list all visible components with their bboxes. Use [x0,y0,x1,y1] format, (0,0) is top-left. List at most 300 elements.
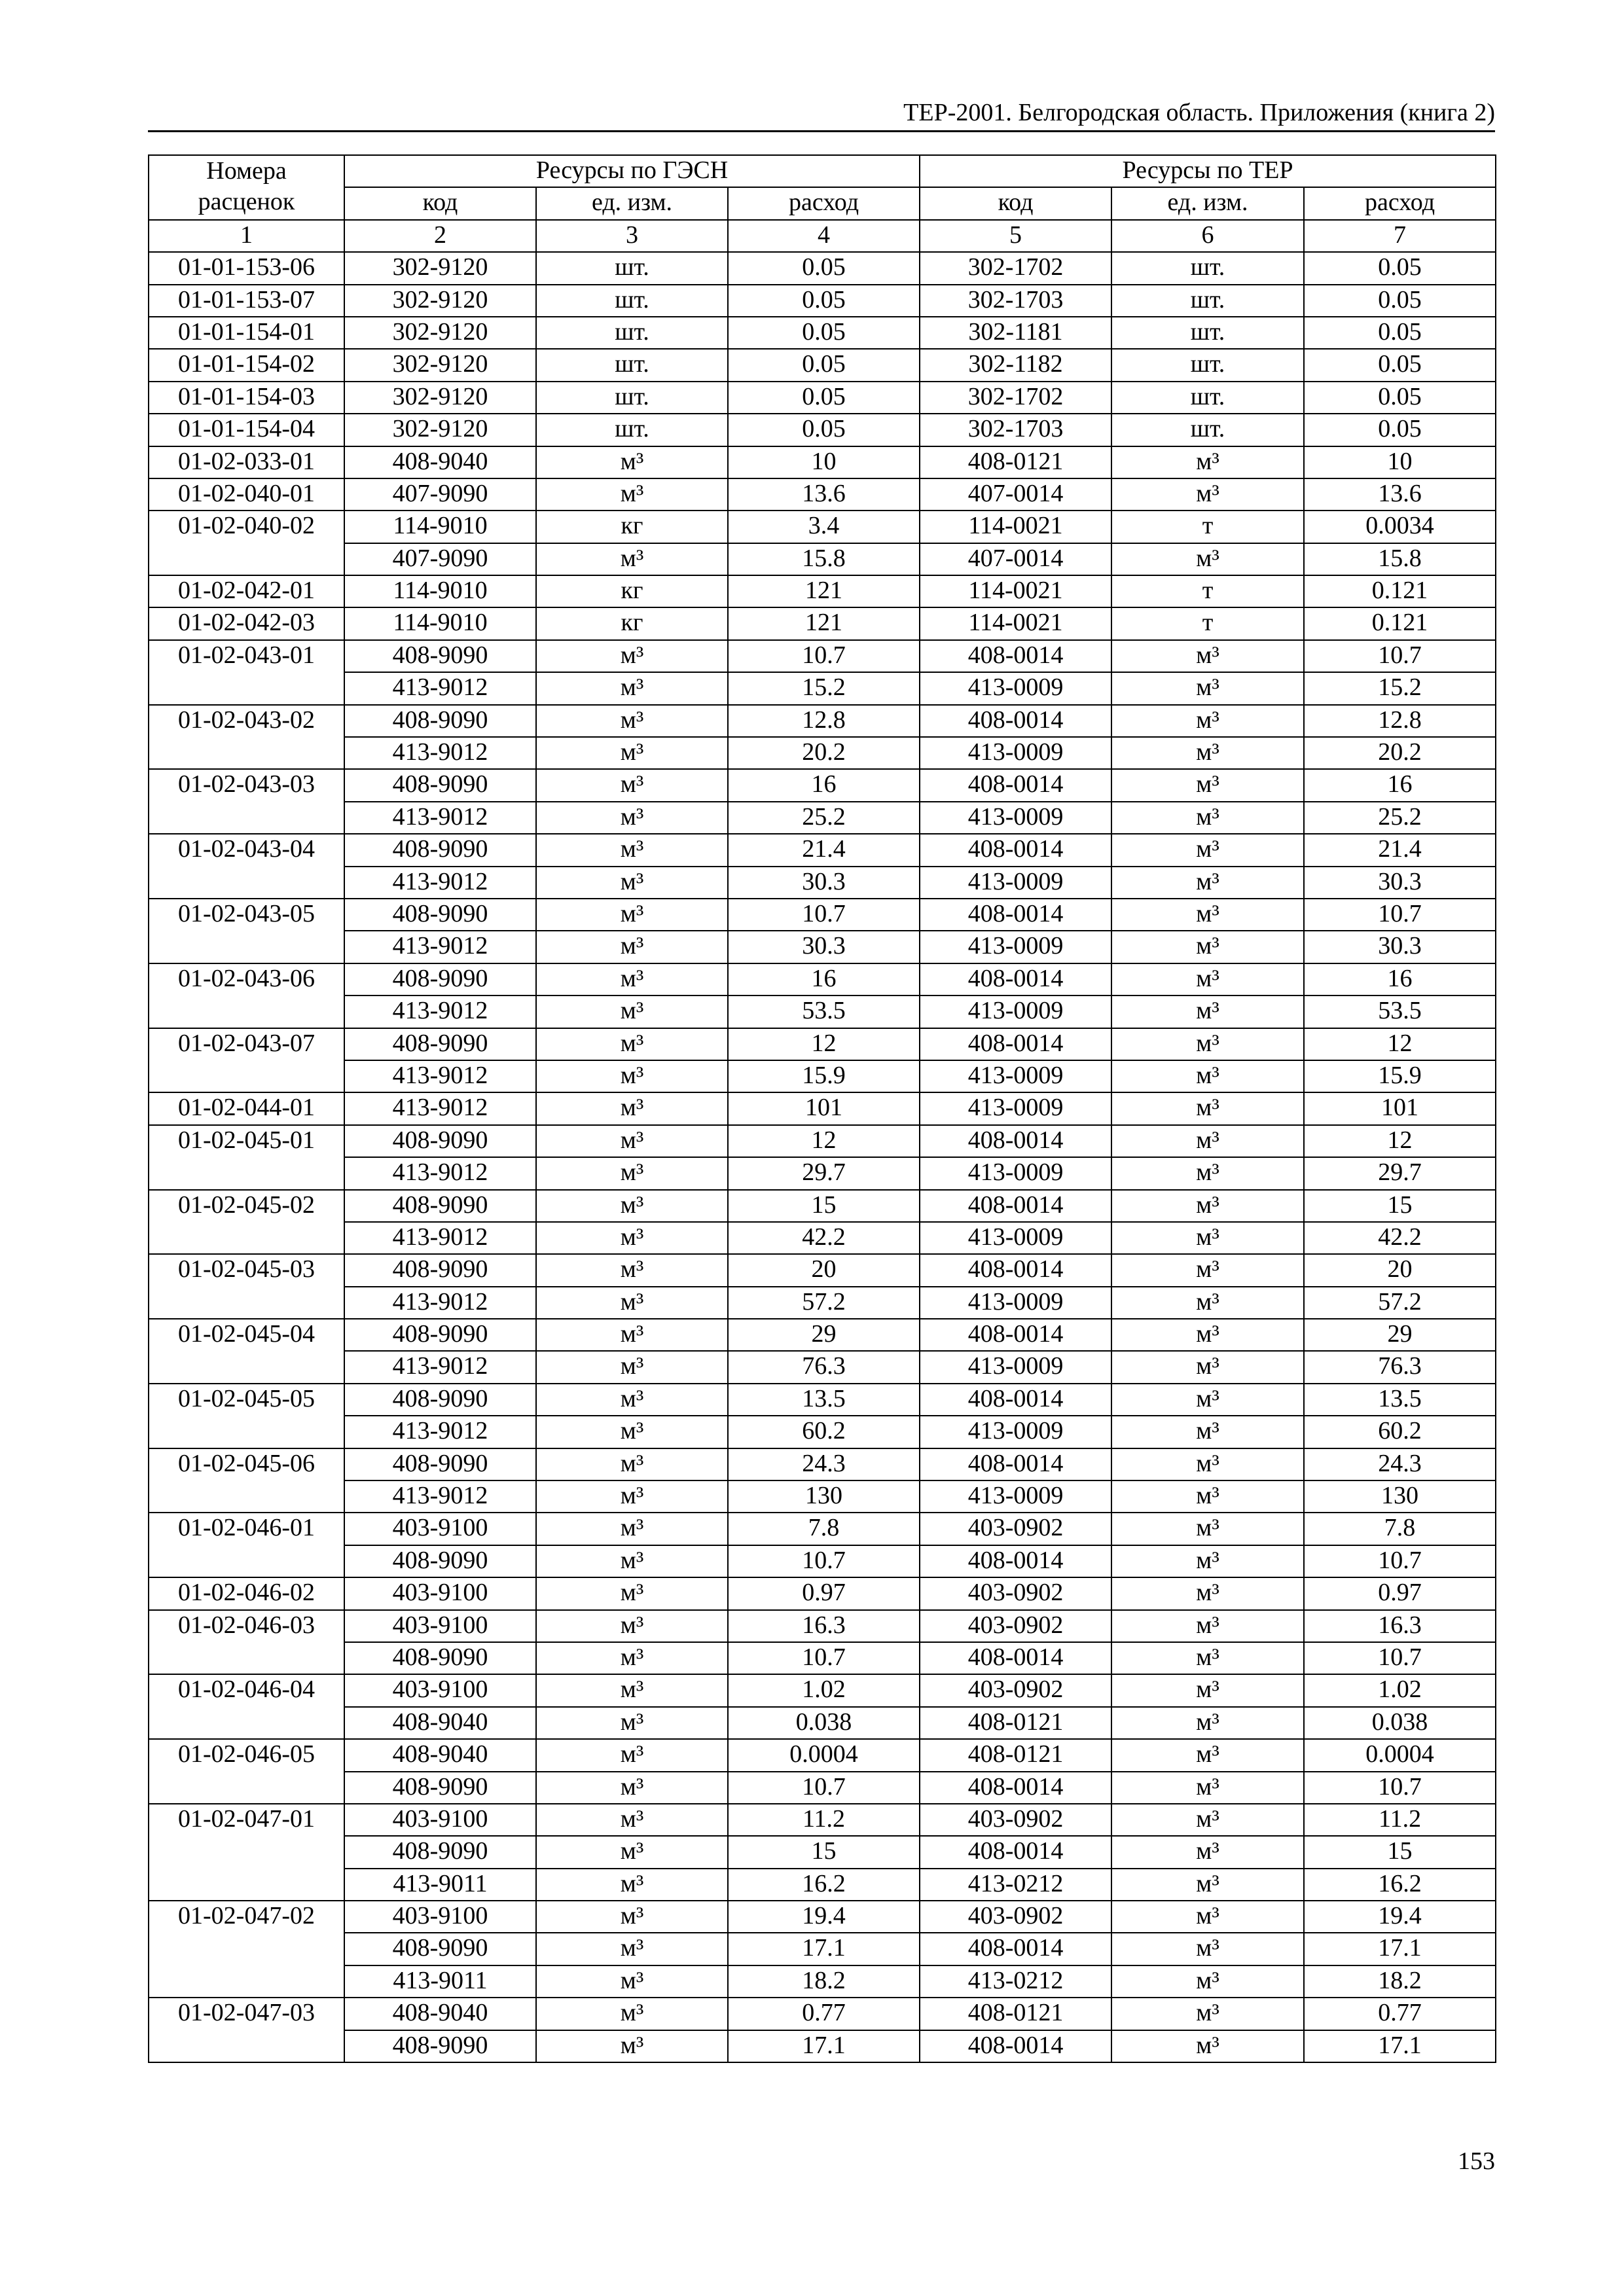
ter-unit-cell: м³ [1111,1254,1304,1286]
rate-number-cell: 01-02-047-03 [149,1998,344,2062]
ter-unit-cell: м³ [1111,1901,1304,1933]
table-row [149,575,1496,607]
table-row [149,1513,1496,1545]
ter-code-cell: 413-0009 [920,931,1111,963]
table-row [149,1642,1496,1674]
gesn-consumption-cell: 0.05 [728,349,920,381]
ter-consumption-cell: 15.8 [1304,543,1496,575]
ter-code-cell: 408-0014 [920,1933,1111,1965]
ter-consumption-cell: 12 [1304,1028,1496,1060]
ter-unit-cell: м³ [1111,1190,1304,1222]
gesn-code-cell: 302-9120 [344,285,536,317]
gesn-code-cell: 114-9010 [344,511,536,543]
gesn-consumption-cell: 29.7 [728,1157,920,1189]
gesn-consumption-cell: 30.3 [728,931,920,963]
gesn-unit-cell: м³ [536,1933,728,1965]
table-row [149,1901,1496,1933]
ter-unit-cell: шт. [1111,414,1304,446]
column-number: 6 [1111,220,1304,252]
ter-unit-cell: м³ [1111,1965,1304,1998]
gesn-consumption-cell: 3.4 [728,511,920,543]
gesn-code-cell: 302-9120 [344,382,536,414]
gesn-code-cell: 407-9090 [344,478,536,511]
table-row [149,769,1496,801]
gesn-consumption-cell: 21.4 [728,834,920,866]
gesn-code-cell: 408-9040 [344,446,536,478]
gesn-unit-cell: м³ [536,1739,728,1771]
gesn-code-cell: 302-9120 [344,349,536,381]
ter-code-cell: 413-0009 [920,996,1111,1028]
gesn-code-cell: 413-9012 [344,1351,536,1383]
gesn-unit-cell: м³ [536,1060,728,1092]
header-rule [148,130,1495,132]
gesn-consumption-cell: 15 [728,1836,920,1868]
ter-code-cell: 403-0902 [920,1804,1111,1836]
ter-consumption-cell: 0.038 [1304,1707,1496,1739]
rate-number-cell: 01-02-043-05 [149,899,344,963]
gesn-consumption-cell: 1.02 [728,1674,920,1706]
gesn-code-cell: 114-9010 [344,575,536,607]
ter-unit-cell: м³ [1111,769,1304,801]
ter-unit-cell: м³ [1111,1545,1304,1577]
table-row [149,1869,1496,1901]
ter-code-cell: 302-1182 [920,349,1111,381]
ter-unit-cell: м³ [1111,640,1304,672]
ter-unit-cell: м³ [1111,1836,1304,1868]
table-row [149,834,1496,866]
gesn-unit-cell: м³ [536,1287,728,1319]
gesn-code-cell: 408-9090 [344,1448,536,1480]
gesn-unit-cell: кг [536,575,728,607]
gesn-consumption-cell: 15.8 [728,543,920,575]
ter-code-cell: 413-0009 [920,1351,1111,1383]
rate-number-cell: 01-01-153-07 [149,285,344,317]
table-row [149,1965,1496,1998]
ter-code-cell: 413-0009 [920,1157,1111,1189]
ter-code-cell: 413-0009 [920,1416,1111,1448]
ter-code-cell: 408-0121 [920,1707,1111,1739]
gesn-code-cell: 302-9120 [344,414,536,446]
ter-consumption-cell: 15.9 [1304,1060,1496,1092]
gesn-consumption-cell: 10.7 [728,1772,920,1804]
gesn-code-cell: 403-9100 [344,1901,536,1933]
column-number: 5 [920,220,1111,252]
gesn-code-cell: 413-9012 [344,931,536,963]
table-row [149,1222,1496,1254]
ter-consumption-cell: 30.3 [1304,931,1496,963]
ter-code-cell: 408-0014 [920,834,1111,866]
gesn-unit-cell: м³ [536,1901,728,1933]
gesn-unit-cell: м³ [536,1804,728,1836]
ter-consumption-cell: 12.8 [1304,705,1496,737]
ter-code-cell: 413-0009 [920,1480,1111,1513]
ter-unit-cell: м³ [1111,899,1304,931]
table-row [149,511,1496,543]
gesn-code-cell: 408-9090 [344,899,536,931]
ter-code-cell: 408-0014 [920,963,1111,996]
ter-code-cell: 408-0014 [920,1545,1111,1577]
table-row [149,1157,1496,1189]
ter-consumption-cell: 20 [1304,1254,1496,1286]
ter-consumption-cell: 10.7 [1304,1545,1496,1577]
table-row [149,1804,1496,1836]
ter-consumption-cell: 12 [1304,1125,1496,1157]
ter-code-cell: 403-0902 [920,1901,1111,1933]
gesn-consumption-cell: 20 [728,1254,920,1286]
gesn-unit-cell: м³ [536,1707,728,1739]
gesn-code-cell: 408-9090 [344,769,536,801]
gesn-consumption-cell: 25.2 [728,802,920,834]
gesn-consumption-cell: 16 [728,963,920,996]
ter-consumption-cell: 1.02 [1304,1674,1496,1706]
rate-number-cell: 01-02-040-02 [149,511,344,575]
ter-consumption-cell: 21.4 [1304,834,1496,866]
gesn-consumption-cell: 30.3 [728,867,920,899]
header-gesn-code: код [344,187,536,219]
table-row [149,996,1496,1028]
table-row [149,382,1496,414]
table-row [149,1577,1496,1609]
gesn-consumption-cell: 0.0004 [728,1739,920,1771]
ter-code-cell: 413-0009 [920,867,1111,899]
gesn-consumption-cell: 17.1 [728,2030,920,2062]
rate-number-cell: 01-02-043-02 [149,705,344,770]
ter-code-cell: 114-0021 [920,607,1111,639]
header-ter-code: код [920,187,1111,219]
header-rate-numbers: Номера расценок [149,155,344,220]
ter-code-cell: 408-0121 [920,1998,1111,2030]
ter-consumption-cell: 30.3 [1304,867,1496,899]
ter-consumption-cell: 13.5 [1304,1384,1496,1416]
table-row [149,285,1496,317]
rate-number-cell: 01-02-045-02 [149,1190,344,1255]
ter-consumption-cell: 0.121 [1304,575,1496,607]
rate-number-cell: 01-01-154-01 [149,317,344,349]
ter-consumption-cell: 17.1 [1304,1933,1496,1965]
ter-unit-cell: т [1111,607,1304,639]
table-row [149,1254,1496,1286]
table-row [149,1674,1496,1706]
ter-code-cell: 413-0009 [920,1092,1111,1124]
table-row [149,1416,1496,1448]
resources-table-body [149,155,1496,2062]
rate-number-cell: 01-02-040-01 [149,478,344,511]
gesn-consumption-cell: 18.2 [728,1965,920,1998]
ter-consumption-cell: 0.97 [1304,1577,1496,1609]
gesn-code-cell: 413-9012 [344,1092,536,1124]
rate-number-cell: 01-02-045-05 [149,1384,344,1448]
ter-code-cell: 403-0902 [920,1674,1111,1706]
header-ter-resources: Ресурсы по ТЕР [920,155,1496,187]
gesn-unit-cell: м³ [536,1319,728,1351]
gesn-code-cell: 408-9090 [344,834,536,866]
gesn-unit-cell: м³ [536,1351,728,1383]
ter-code-cell: 408-0014 [920,1190,1111,1222]
gesn-consumption-cell: 0.038 [728,1707,920,1739]
gesn-code-cell: 408-9090 [344,705,536,737]
ter-code-cell: 302-1702 [920,252,1111,284]
ter-unit-cell: м³ [1111,1869,1304,1901]
ter-code-cell: 114-0021 [920,511,1111,543]
gesn-consumption-cell: 16.3 [728,1610,920,1642]
rate-number-cell: 01-02-043-04 [149,834,344,899]
gesn-code-cell: 403-9100 [344,1674,536,1706]
gesn-code-cell: 408-9090 [344,1190,536,1222]
gesn-consumption-cell: 121 [728,575,920,607]
gesn-code-cell: 403-9100 [344,1577,536,1609]
gesn-consumption-cell: 12 [728,1125,920,1157]
ter-code-cell: 408-0014 [920,1384,1111,1416]
gesn-unit-cell: м³ [536,1998,728,2030]
ter-consumption-cell: 76.3 [1304,1351,1496,1383]
gesn-unit-cell: м³ [536,1836,728,1868]
gesn-unit-cell: м³ [536,1028,728,1060]
ter-consumption-cell: 101 [1304,1092,1496,1124]
ter-unit-cell: м³ [1111,1125,1304,1157]
ter-code-cell: 413-0009 [920,1222,1111,1254]
rate-number-cell: 01-02-045-01 [149,1125,344,1190]
column-number: 2 [344,220,536,252]
ter-unit-cell: м³ [1111,996,1304,1028]
rate-number-cell: 01-01-154-03 [149,382,344,414]
gesn-consumption-cell: 0.05 [728,414,920,446]
gesn-unit-cell: м³ [536,931,728,963]
ter-consumption-cell: 16.2 [1304,1869,1496,1901]
gesn-unit-cell: м³ [536,478,728,511]
table-row [149,1060,1496,1092]
gesn-unit-cell: м³ [536,1772,728,1804]
gesn-unit-cell: м³ [536,1125,728,1157]
gesn-code-cell: 413-9012 [344,996,536,1028]
ter-unit-cell: м³ [1111,1092,1304,1124]
gesn-unit-cell: шт. [536,414,728,446]
gesn-unit-cell: шт. [536,252,728,284]
rate-number-cell: 01-02-042-03 [149,607,344,639]
gesn-consumption-cell: 12.8 [728,705,920,737]
ter-code-cell: 114-0021 [920,575,1111,607]
ter-code-cell: 403-0902 [920,1513,1111,1545]
ter-unit-cell: м³ [1111,834,1304,866]
ter-unit-cell: м³ [1111,1933,1304,1965]
gesn-consumption-cell: 10.7 [728,1545,920,1577]
ter-consumption-cell: 0.05 [1304,317,1496,349]
rate-number-cell: 01-02-047-01 [149,1804,344,1901]
ter-code-cell: 413-0009 [920,737,1111,769]
gesn-code-cell: 403-9100 [344,1513,536,1545]
ter-consumption-cell: 0.05 [1304,382,1496,414]
ter-code-cell: 302-1703 [920,285,1111,317]
ter-code-cell: 408-0121 [920,1739,1111,1771]
ter-unit-cell: м³ [1111,1642,1304,1674]
rate-number-cell: 01-02-033-01 [149,446,344,478]
header-row-numbers [149,220,1496,252]
ter-code-cell: 408-0014 [920,1125,1111,1157]
gesn-code-cell: 413-9012 [344,1416,536,1448]
gesn-unit-cell: м³ [536,1642,728,1674]
ter-consumption-cell: 15 [1304,1836,1496,1868]
gesn-consumption-cell: 130 [728,1480,920,1513]
rate-number-cell: 01-01-154-02 [149,349,344,381]
table-row [149,1319,1496,1351]
rate-number-cell: 01-02-045-03 [149,1254,344,1319]
gesn-unit-cell: м³ [536,1092,728,1124]
table-row [149,2030,1496,2062]
gesn-code-cell: 302-9120 [344,317,536,349]
ter-consumption-cell: 18.2 [1304,1965,1496,1998]
gesn-unit-cell: м³ [536,1545,728,1577]
ter-code-cell: 413-0009 [920,1287,1111,1319]
gesn-code-cell: 413-9012 [344,867,536,899]
table-row [149,737,1496,769]
rate-number-cell: 01-02-043-03 [149,769,344,834]
rate-number-cell: 01-02-045-04 [149,1319,344,1384]
header-row-groups [149,155,1496,187]
table-row [149,1480,1496,1513]
ter-consumption-cell: 16 [1304,769,1496,801]
ter-consumption-cell: 42.2 [1304,1222,1496,1254]
gesn-unit-cell: м³ [536,543,728,575]
ter-consumption-cell: 60.2 [1304,1416,1496,1448]
gesn-consumption-cell: 42.2 [728,1222,920,1254]
gesn-unit-cell: м³ [536,963,728,996]
table-row [149,1836,1496,1868]
table-row [149,1351,1496,1383]
gesn-code-cell: 413-9012 [344,1060,536,1092]
ter-consumption-cell: 29.7 [1304,1157,1496,1189]
ter-code-cell: 408-0014 [920,1836,1111,1868]
header-ter-consumption: расход [1304,187,1496,219]
ter-consumption-cell: 0.05 [1304,349,1496,381]
ter-consumption-cell: 19.4 [1304,1901,1496,1933]
ter-code-cell: 408-0014 [920,769,1111,801]
gesn-unit-cell: шт. [536,285,728,317]
column-number: 3 [536,220,728,252]
gesn-consumption-cell: 15.9 [728,1060,920,1092]
ter-unit-cell: м³ [1111,1772,1304,1804]
table-row [149,802,1496,834]
gesn-consumption-cell: 0.05 [728,252,920,284]
ter-unit-cell: м³ [1111,963,1304,996]
gesn-consumption-cell: 0.05 [728,382,920,414]
table-row [149,1739,1496,1771]
header-row-columns [149,187,1496,219]
ter-code-cell: 408-0014 [920,1772,1111,1804]
table-row [149,1545,1496,1577]
rate-number-cell: 01-02-045-06 [149,1448,344,1513]
ter-unit-cell: м³ [1111,1674,1304,1706]
gesn-unit-cell: шт. [536,382,728,414]
gesn-code-cell: 408-9090 [344,963,536,996]
ter-code-cell: 408-0121 [920,446,1111,478]
ter-consumption-cell: 57.2 [1304,1287,1496,1319]
ter-code-cell: 302-1703 [920,414,1111,446]
table-row [149,414,1496,446]
gesn-consumption-cell: 20.2 [728,737,920,769]
gesn-unit-cell: м³ [536,737,728,769]
gesn-unit-cell: м³ [536,834,728,866]
gesn-code-cell: 302-9120 [344,252,536,284]
table-row [149,672,1496,704]
gesn-unit-cell: м³ [536,802,728,834]
gesn-unit-cell: м³ [536,1869,728,1901]
gesn-unit-cell: м³ [536,1513,728,1545]
ter-consumption-cell: 0.05 [1304,252,1496,284]
gesn-code-cell: 413-9012 [344,737,536,769]
ter-code-cell: 408-0014 [920,1448,1111,1480]
page-number: 153 [1458,2147,1495,2175]
gesn-consumption-cell: 10.7 [728,1642,920,1674]
ter-consumption-cell: 0.0004 [1304,1739,1496,1771]
gesn-unit-cell: м³ [536,1610,728,1642]
ter-code-cell: 408-0014 [920,899,1111,931]
table-row [149,1092,1496,1124]
gesn-code-cell: 408-9090 [344,1933,536,1965]
ter-code-cell: 413-0009 [920,672,1111,704]
gesn-unit-cell: м³ [536,1190,728,1222]
gesn-code-cell: 413-9012 [344,1287,536,1319]
gesn-consumption-cell: 60.2 [728,1416,920,1448]
table-row [149,1933,1496,1965]
table-row [149,1125,1496,1157]
table-row [149,1028,1496,1060]
rate-number-cell: 01-02-046-03 [149,1610,344,1675]
rate-number-cell: 01-02-046-02 [149,1577,344,1609]
gesn-unit-cell: м³ [536,769,728,801]
ter-consumption-cell: 15 [1304,1190,1496,1222]
ter-code-cell: 408-0014 [920,2030,1111,2062]
gesn-code-cell: 413-9012 [344,1222,536,1254]
gesn-consumption-cell: 53.5 [728,996,920,1028]
rate-number-cell: 01-02-046-01 [149,1513,344,1577]
gesn-unit-cell: шт. [536,317,728,349]
ter-consumption-cell: 10 [1304,446,1496,478]
rate-number-cell: 01-02-043-01 [149,640,344,705]
gesn-consumption-cell: 10 [728,446,920,478]
ter-unit-cell: шт. [1111,349,1304,381]
gesn-code-cell: 413-9012 [344,802,536,834]
gesn-consumption-cell: 15.2 [728,672,920,704]
gesn-unit-cell: м³ [536,1577,728,1609]
gesn-code-cell: 408-9090 [344,640,536,672]
gesn-unit-cell: м³ [536,1965,728,1998]
gesn-code-cell: 408-9090 [344,1028,536,1060]
gesn-code-cell: 114-9010 [344,607,536,639]
gesn-consumption-cell: 0.05 [728,317,920,349]
gesn-unit-cell: м³ [536,899,728,931]
ter-consumption-cell: 7.8 [1304,1513,1496,1545]
gesn-code-cell: 408-9090 [344,1642,536,1674]
table-row [149,543,1496,575]
gesn-consumption-cell: 76.3 [728,1351,920,1383]
ter-unit-cell: м³ [1111,672,1304,704]
header-gesn-resources: Ресурсы по ГЭСН [344,155,920,187]
rate-number-cell: 01-02-044-01 [149,1092,344,1124]
ter-code-cell: 408-0014 [920,1254,1111,1286]
ter-unit-cell: м³ [1111,1287,1304,1319]
gesn-unit-cell: м³ [536,1480,728,1513]
gesn-consumption-cell: 0.97 [728,1577,920,1609]
ter-consumption-cell: 10.7 [1304,640,1496,672]
ter-unit-cell: м³ [1111,1157,1304,1189]
gesn-code-cell: 413-9012 [344,672,536,704]
gesn-unit-cell: м³ [536,1157,728,1189]
gesn-code-cell: 408-9040 [344,1739,536,1771]
table-row [149,1610,1496,1642]
table-row [149,478,1496,511]
ter-code-cell: 408-0014 [920,1319,1111,1351]
gesn-unit-cell: м³ [536,1416,728,1448]
ter-unit-cell: м³ [1111,802,1304,834]
